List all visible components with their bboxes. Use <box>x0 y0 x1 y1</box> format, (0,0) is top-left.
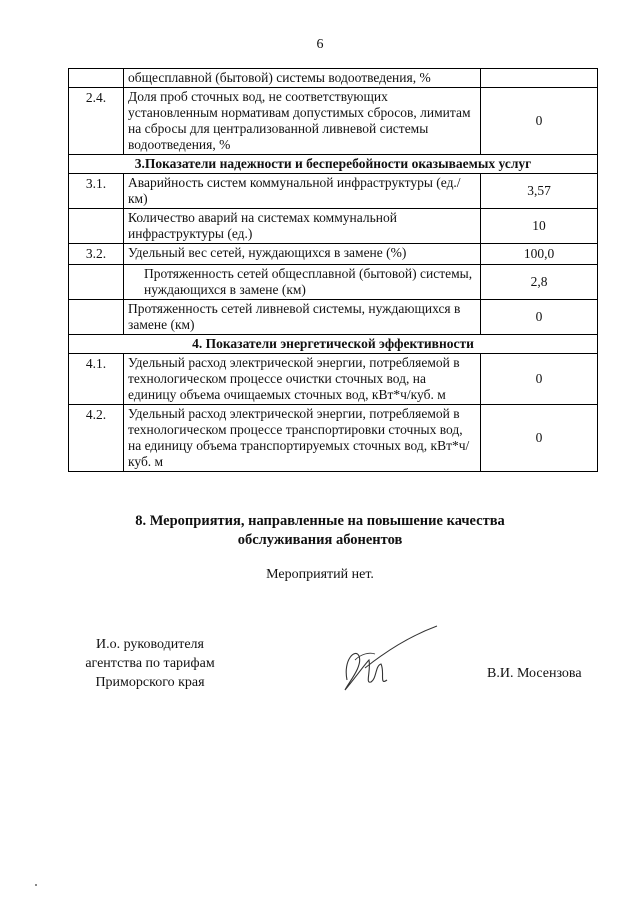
indicator-value: 0 <box>481 354 598 405</box>
section-8-heading-line2: обслуживания абонентов <box>237 532 403 548</box>
row-number <box>69 265 124 300</box>
signatory-name: В.И. Мосензова <box>487 666 582 681</box>
row-number: 4.1. <box>69 354 124 405</box>
indicator-value <box>481 69 598 88</box>
table-row <box>69 405 598 472</box>
indicator-value: 2,8 <box>481 265 598 300</box>
indicators-table <box>68 68 598 472</box>
row-number <box>69 300 124 335</box>
section-heading: 4. Показатели энергетической эффективности <box>69 335 598 354</box>
indicator-name: общесплавной (бытовой) системы водоотведения, % <box>124 69 481 88</box>
indicator-value: 10 <box>481 209 598 244</box>
indicator-value: 100,0 <box>481 244 598 265</box>
section-8-heading-line1: 8. Мероприятия, направленные на повышение качества <box>135 513 505 529</box>
indicator-name: Удельный вес сетей, нуждающихся в замене (%) <box>124 244 481 265</box>
table-row <box>69 209 598 244</box>
row-number: 4.2. <box>69 405 124 472</box>
indicator-value: 0 <box>481 300 598 335</box>
table-section-row <box>69 335 598 354</box>
indicator-name: Удельный расход электрической энергии, потребляемой в технологическом процессе транспортировки сточных вод, на единицу объема транспортируемых сточных вод, кВт*ч/куб. м <box>124 405 481 472</box>
indicator-name: Протяженность сетей ливневой системы, нуждающихся в замене (км) <box>124 300 481 335</box>
table-section-row <box>69 155 598 174</box>
row-number: 3.1. <box>69 174 124 209</box>
indicator-name: Удельный расход электрической энергии, потребляемой в технологическом процессе очистки сточных вод, на единицу объема очищаемых сточных вод, кВт*ч/куб. м <box>124 354 481 405</box>
indicator-value: 3,57 <box>481 174 598 209</box>
page-number: 6 <box>316 37 324 52</box>
scan-speck <box>35 884 37 886</box>
signatory-title <box>60 635 240 692</box>
section-8-body: Мероприятий нет. <box>266 567 374 582</box>
section-8-heading <box>0 512 640 550</box>
section-heading: 3.Показатели надежности и бесперебойности оказываемых услуг <box>69 155 598 174</box>
table-row <box>69 300 598 335</box>
signatory-title-line3: Приморского края <box>95 675 205 690</box>
indicators-table-body <box>69 69 598 472</box>
row-number: 2.4. <box>69 88 124 155</box>
table-row <box>69 265 598 300</box>
table-row <box>69 354 598 405</box>
row-number <box>69 69 124 88</box>
indicator-value: 0 <box>481 405 598 472</box>
indicator-name: Доля проб сточных вод, не соответствующих установленным нормативам допустимых сбросов, лимитам на сбросы для централизованной ливневой системы водоотведения, % <box>124 88 481 155</box>
table-row <box>69 69 598 88</box>
handwritten-signature <box>325 620 455 700</box>
table-row <box>69 88 598 155</box>
indicator-value: 0 <box>481 88 598 155</box>
signatory-title-line1: И.о. руководителя <box>95 637 204 652</box>
row-number: 3.2. <box>69 244 124 265</box>
indicator-name: Аварийность систем коммунальной инфраструктуры (ед./км) <box>124 174 481 209</box>
table-row <box>69 174 598 209</box>
table-row <box>69 244 598 265</box>
row-number <box>69 209 124 244</box>
indicator-name: Протяженность сетей общесплавной (бытовой) системы, нуждающихся в замене (км) <box>124 265 481 300</box>
indicator-name: Количество аварий на системах коммунальной инфраструктуры (ед.) <box>124 209 481 244</box>
signatory-title-line2: агентства по тарифам <box>85 656 215 671</box>
